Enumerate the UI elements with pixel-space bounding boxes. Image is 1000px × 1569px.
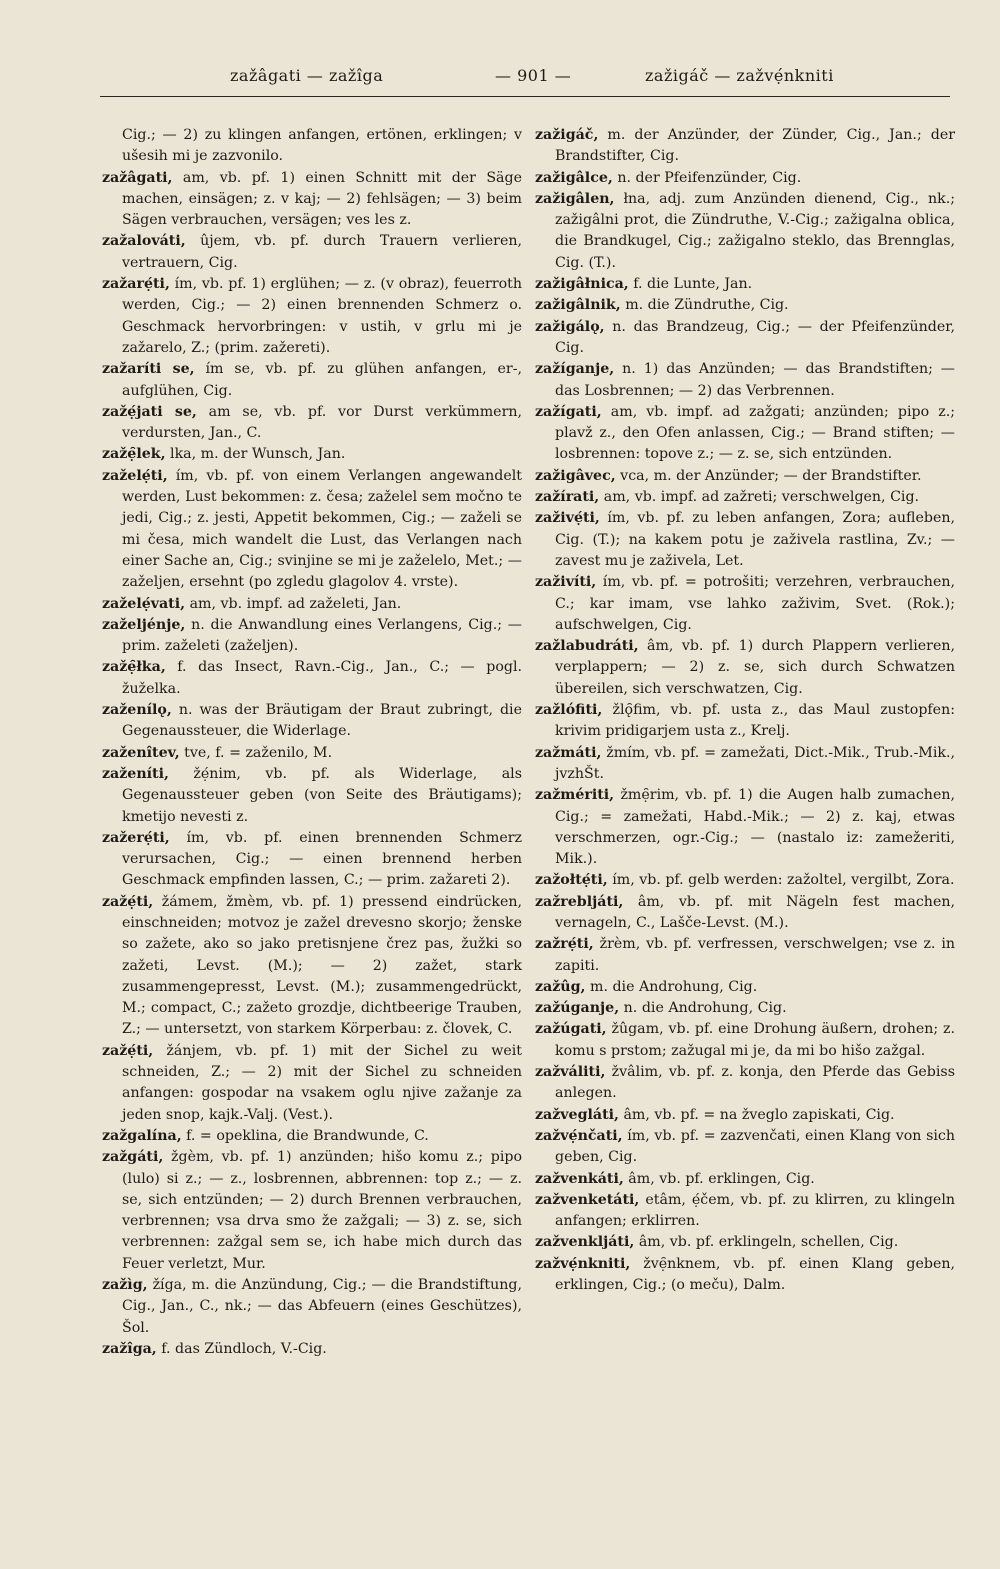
dictionary-entry [535, 785, 955, 870]
dictionary-entry [102, 231, 522, 274]
entry-definition: n. das Brandzeug, Cig.; — der Pfeifenzünder, Cig. [555, 318, 955, 356]
entry-headword: zažlabudráti, [535, 638, 639, 655]
entry-definition: âm, vb. pf. erklingen, Cig. [623, 1170, 815, 1187]
entry-definition: žûgam, vb. pf. eine Drohung äußern, drohen; z. komu s prstom; zažugal mi je, da mi bo hišo zažgal. [555, 1021, 955, 1059]
entry-headword: zaživíti, [535, 574, 597, 591]
entry-headword: zažrebljáti, [535, 893, 624, 910]
entry-headword: zažołtẹ́ti, [535, 872, 608, 889]
dictionary-entry [535, 189, 955, 274]
dictionary-entry [535, 359, 955, 402]
entry-headword: zaženîtev, [102, 744, 180, 761]
entry-headword: zažẹ́ti, [102, 893, 154, 910]
entry-headword: zažigâvec, [535, 467, 616, 484]
dictionary-entry [535, 1232, 955, 1253]
dictionary-entry [535, 1190, 955, 1233]
dictionary-entry [535, 402, 955, 466]
entry-definition: f. die Lunte, Jan. [628, 276, 753, 293]
dictionary-entry [102, 1147, 522, 1275]
entry-headword: zaženílǫ, [102, 702, 172, 719]
entry-headword: zažẹ́ti, [102, 1042, 154, 1059]
dictionary-entry [535, 274, 955, 295]
dictionary-entry [535, 892, 955, 935]
header-left-guide-words: zažâgati — zažîga [230, 66, 384, 85]
entry-headword: zažgalína, [102, 1127, 182, 1144]
entry-definition: žẹ́nim, vb. pf. als Widerlage, als Gegenaussteuer geben (von Seite des Bräutigams); kmetijo nevesti z. [122, 765, 522, 825]
entry-headword: zažmériti, [535, 787, 615, 804]
entry-headword: zažvenketáti, [535, 1191, 640, 1208]
entry-definition: am, vb. impf. ad zaželeti, Jan. [185, 595, 402, 612]
entry-definition: m. die Androhung, Cig. [585, 978, 758, 995]
dictionary-entry [102, 1339, 522, 1360]
right-column [535, 125, 955, 1296]
entry-headword: zažúgati, [535, 1021, 607, 1038]
dictionary-entry [102, 743, 522, 764]
entry-definition: n. der Pfeifenzünder, Cig. [612, 169, 802, 186]
entry-definition: žánjem, vb. pf. 1) mit der Sichel zu weit schneiden, Z.; — 2) mit der Sichel zu schneiden anfangen: gospodar na vsakem oglu njive zažanje za jeden snop, kajk.-Valj. (Vest.). [122, 1042, 522, 1123]
entry-definition: ím, vb. pf. einen brennenden Schmerz verursachen, Cig.; — einen brennend herben Geschmack empfinden lassen, C.; — prim. zažareti 2). [122, 829, 522, 889]
entry-definition: ím, vb. pf. = potrošiti; verzehren, verbrauchen, C.; kar imam, vse lahko zaživim, Svet. (Rok.); aufschwelgen, Cig. [555, 574, 955, 633]
dictionary-entry [102, 168, 522, 232]
entry-definition: am, vb. pf. 1) einen Schnitt mit der Säge machen, einsägen; z. v kaj; — 2) fehlsägen; — 3) beim Sägen verbrauchen, versägen; ves les z. [122, 169, 522, 229]
entry-definition: f. das Insect, Ravn.-Cig., Jan., C.; — pogl. žuželka. [122, 659, 522, 697]
entry-definition: âm, vb. pf. mit Nägeln fest machen, vernageln, C., Lašče-Levst. (M.). [555, 893, 955, 931]
entry-headword: zažigáč, [535, 127, 599, 143]
dictionary-entry [535, 1169, 955, 1190]
dictionary-entry [102, 125, 522, 168]
dictionary-entry [102, 657, 522, 700]
dictionary-entry [535, 1062, 955, 1105]
entry-definition: žgèm, vb. pf. 1) anzünden; hišo komu z.; pipo (lulo) si z.; — z., losbrennen, abbrennen: top z.; — z. se, sich entzünden; — 2) durch Brennen verbrauchen, verbrennen; vsa drva smo že zažgali; — 3) z. se, sich verbrennen: zažgal sem se, ich habe mich durch das Feuer verletzt, Mur. [122, 1149, 522, 1272]
entry-definition: žlǫ̑fim, vb. pf. usta z., das Maul zustopfen: krivim pridigarjem usta z., Krelj. [555, 702, 955, 740]
entry-definition: Cig.; — 2) zu klingen anfangen, ertönen, erklingen; v ušesih mi je zazvonilo. [122, 127, 522, 165]
dictionary-entry [102, 466, 522, 594]
entry-definition: n. 1) das Anzünden; — das Brandstiften; — das Losbrennen; — 2) das Verbrennen. [555, 361, 955, 399]
dictionary-entry [535, 508, 955, 572]
dictionary-entry [535, 466, 955, 487]
dictionary-entry [535, 934, 955, 977]
entry-headword: zažlófiti, [535, 702, 603, 719]
entry-headword: zažigâłnica, [535, 276, 629, 293]
entry-definition: žvâlim, vb. pf. z. konja, den Pferde das Gebiss anlegen. [555, 1064, 955, 1102]
entry-definition: m. die Zündruthe, Cig. [620, 297, 789, 314]
entry-headword: zažígati, [535, 403, 602, 420]
left-column [102, 125, 522, 1360]
entry-headword: zažẹ́jati se, [102, 403, 197, 420]
entry-headword: zažigâlnik, [535, 297, 621, 314]
dictionary-entry [102, 1041, 522, 1126]
entry-headword: zažigálǫ, [535, 318, 605, 335]
entry-definition: âm, vb. pf. erklingeln, schellen, Cig. [634, 1234, 899, 1251]
entry-headword: zažigâlen, [535, 190, 615, 207]
page-number: — 901 — [495, 66, 572, 85]
entry-headword: zažaríti se, [102, 361, 195, 378]
entry-definition: ím, vb. pf. = zazvenčati, einen Klang von sich geben, Cig. [555, 1127, 955, 1166]
entry-headword: zažgáti, [102, 1149, 164, 1166]
entry-headword: zažigâlce, [535, 169, 613, 186]
entry-headword: zažìg, [102, 1277, 148, 1294]
entry-headword: zažmáti, [535, 744, 602, 761]
entry-headword: zažvenkljáti, [535, 1234, 635, 1251]
entry-headword: zaživẹ́ti, [535, 510, 600, 527]
header-right-guide-words: zažigáč — zažvẹ́nkniti [645, 66, 834, 85]
entry-definition: âm, vb. pf. 1) durch Plappern verlieren, verplappern; — 2) z. se, sich durch Schwatzen übereilen, sich verschwatzen, Cig. [555, 638, 955, 697]
entry-headword: zažûg, [535, 978, 586, 995]
dictionary-entry [102, 892, 522, 1041]
entry-definition: n. die Androhung, Cig. [619, 1000, 787, 1017]
dictionary-entry [535, 317, 955, 360]
dictionary-entry [102, 828, 522, 892]
dictionary-entry [535, 295, 955, 316]
dictionary-entry [535, 700, 955, 743]
dictionary-entry [535, 572, 955, 636]
dictionary-entry [535, 998, 955, 1019]
dictionary-entry [535, 125, 955, 168]
dictionary-entry [535, 1126, 955, 1169]
entry-headword: zažarẹ́ti, [102, 276, 170, 293]
dictionary-entry [102, 764, 522, 828]
dictionary-entry [535, 487, 955, 508]
entry-definition: ím, vb. pf. von einem Verlangen angewandelt werden, Lust bekommen: z. česa; zaželel sem močno te jedi, Cig.; z. jesti, Appetit bekommen, Cig.; — zaželi se mi česa, mich wandelt die Lust, das Verlangen nach einer Sache an, Cig.; svinjine se mi je zaželelo, Met.; — zaželjen, ersehnt (po zgledu glagolov 4. vrste). [122, 467, 522, 591]
entry-headword: zažîga, [102, 1340, 157, 1357]
entry-headword: zaženíti, [102, 765, 169, 782]
entry-headword: zažâgati, [102, 169, 173, 186]
dictionary-entry [535, 1019, 955, 1062]
entry-definition: lka, m. der Wunsch, Jan. [165, 446, 346, 463]
entry-definition: žrèm, vb. pf. verfressen, verschwelgen; vse z. in zapiti. [555, 936, 955, 974]
entry-definition: am se, vb. pf. vor Durst verkümmern, verdursten, Jan., C. [122, 403, 522, 442]
dictionary-entry [535, 870, 955, 891]
dictionary-entry [535, 636, 955, 700]
entry-definition: am, vb. impf. ad zažreti; verschwelgen, Cig. [599, 489, 920, 506]
dictionary-entry [102, 615, 522, 658]
dictionary-entry [102, 402, 522, 445]
dictionary-entry [535, 977, 955, 998]
dictionary-entry [102, 1126, 522, 1147]
entry-definition: n. was der Bräutigam der Braut zubringt, die Gegenaussteuer, die Widerlage. [122, 702, 522, 740]
entry-definition: ím, vb. pf. zu leben anfangen, Zora; aufleben, Cig. (T.); na kakem potu je zaživela rastlina, Zv.; — zavest mu je zaživela, Let. [555, 510, 955, 569]
dictionary-entry [102, 444, 522, 465]
page-header [100, 60, 950, 90]
entry-headword: zažúganje, [535, 1000, 620, 1017]
entry-definition: ûjem, vb. pf. durch Trauern verlieren, vertrauern, Cig. [122, 233, 522, 271]
entry-headword: zaželjénje, [102, 616, 186, 633]
entry-headword: zaželẹ́vati, [102, 595, 186, 612]
entry-headword: zažvegláti, [535, 1106, 619, 1123]
dictionary-entry [102, 700, 522, 743]
entry-definition: am, vb. impf. ad zažgati; anzünden; pipo z.; plavž z., den Ofen anlassen, Cig.; — Brand stiften; — losbrennen: topove z.; — z. se, sich entzünden. [555, 403, 955, 463]
entry-definition: m. der Anzünder, der Zünder, Cig., Jan.; der Brandstifter, Cig. [555, 127, 955, 165]
entry-definition: vca, m. der Anzünder; — der Brandstifter. [615, 467, 922, 484]
entry-definition: ím se, vb. pf. zu glühen anfangen, er-, aufglühen, Cig. [122, 361, 522, 399]
dictionary-entry [535, 743, 955, 786]
entry-headword: zažẹ̑łka, [102, 659, 166, 676]
dictionary-entry [535, 168, 955, 189]
entry-headword: zažerẹ́ti, [102, 829, 170, 846]
entry-definition: etâm, ẹ́čem, vb. pf. zu klirren, zu klingeln anfangen; erklirren. [555, 1191, 955, 1230]
entry-definition: âm, vb. pf. = na žveglo zapiskati, Cig. [618, 1106, 895, 1123]
entry-definition: f. = opeklina, die Brandwunde, C. [181, 1127, 429, 1144]
entry-headword: zažrẹ́ti, [535, 936, 594, 953]
entry-headword: zažíganje, [535, 361, 615, 378]
dictionary-entry [102, 274, 522, 359]
entry-definition: žmím, vb. pf. = zamežati, Dict.-Mik., Trub.-Mik., jvzhŠt. [555, 744, 955, 782]
dictionary-entry [102, 594, 522, 615]
entry-definition: žíga, m. die Anzündung, Cig.; — die Brandstiftung, Cig., Jan., C., nk.; — das Abfeuern (eines Geschützes), Šol. [122, 1277, 522, 1336]
dictionary-entry [102, 359, 522, 402]
entry-definition: žmẹ̑rim, vb. pf. 1) die Augen halb zumachen, Cig.; = zamežati, Habd.-Mik.; — 2) z. kaj, etwas verschmerzen, ogr.-Cig.; — (nastalo iz: zamežeriti, Mik.). [555, 787, 955, 868]
entry-definition: ím, vb. pf. 1) erglühen; — z. (v obraz), feuerroth werden, Cig.; — 2) einen brennenden Schmerz o. Geschmack hervorbringen: v ustih, v grlu mi je zažarelo, Z.; (prim. zažereti). [122, 276, 522, 356]
entry-definition: tve, f. = zaženilo, M. [179, 744, 333, 761]
entry-definition: f. das Zündloch, V.-Cig. [156, 1340, 327, 1357]
entry-headword: zažváliti, [535, 1064, 606, 1081]
header-rule [100, 96, 950, 97]
entry-definition: łna, adj. zum Anzünden dienend, Cig., nk.; zažigâlni prot, die Zündruthe, V.-Cig.; zažigalna oblica, die Brandkugel, Cig.; zažigalno steklo, das Brennglas, Cig. (T.). [555, 190, 955, 271]
entry-definition: žvẹ̑nknem, vb. pf. einen Klang geben, erklingen, Cig.; (o meču), Dalm. [555, 1255, 955, 1294]
entry-headword: zaželẹ́ti, [102, 467, 168, 484]
entry-definition: žámem, žmèm, vb. pf. 1) pressend eindrücken, einschneiden; motvoz je zažel drevesno skorjo; ženske so zažete, ako so jako pretisnjene črez pas, žužki so zažeti, Levst. (M.); — 2) zažet, stark zusammengepresst, Levst. (M.); zusammengedrückt, M.; compact, C.; zažeto grozdje, dichtbeerige Trauben, Z.; — untersetzt, von starkem Körperbau: z. človek, C. [122, 893, 522, 1038]
entry-headword: zažírati, [535, 489, 600, 506]
entry-headword: zažẹ̑lek, [102, 446, 166, 463]
entry-headword: zažalováti, [102, 233, 186, 250]
dictionary-entry [535, 1105, 955, 1126]
entry-headword: zažvẹ́nkniti, [535, 1255, 631, 1272]
entry-definition: ím, vb. pf. gelb werden: zažoltel, vergilbt, Zora. [607, 872, 955, 889]
entry-headword: zažvenkáti, [535, 1170, 624, 1187]
dictionary-entry [102, 1275, 522, 1339]
entry-headword: zažvẹ́nčati, [535, 1127, 623, 1144]
entry-definition: n. die Anwandlung eines Verlangens, Cig.; — prim. zaželeti (zaželjen). [122, 616, 522, 655]
dictionary-entry [535, 1254, 955, 1297]
